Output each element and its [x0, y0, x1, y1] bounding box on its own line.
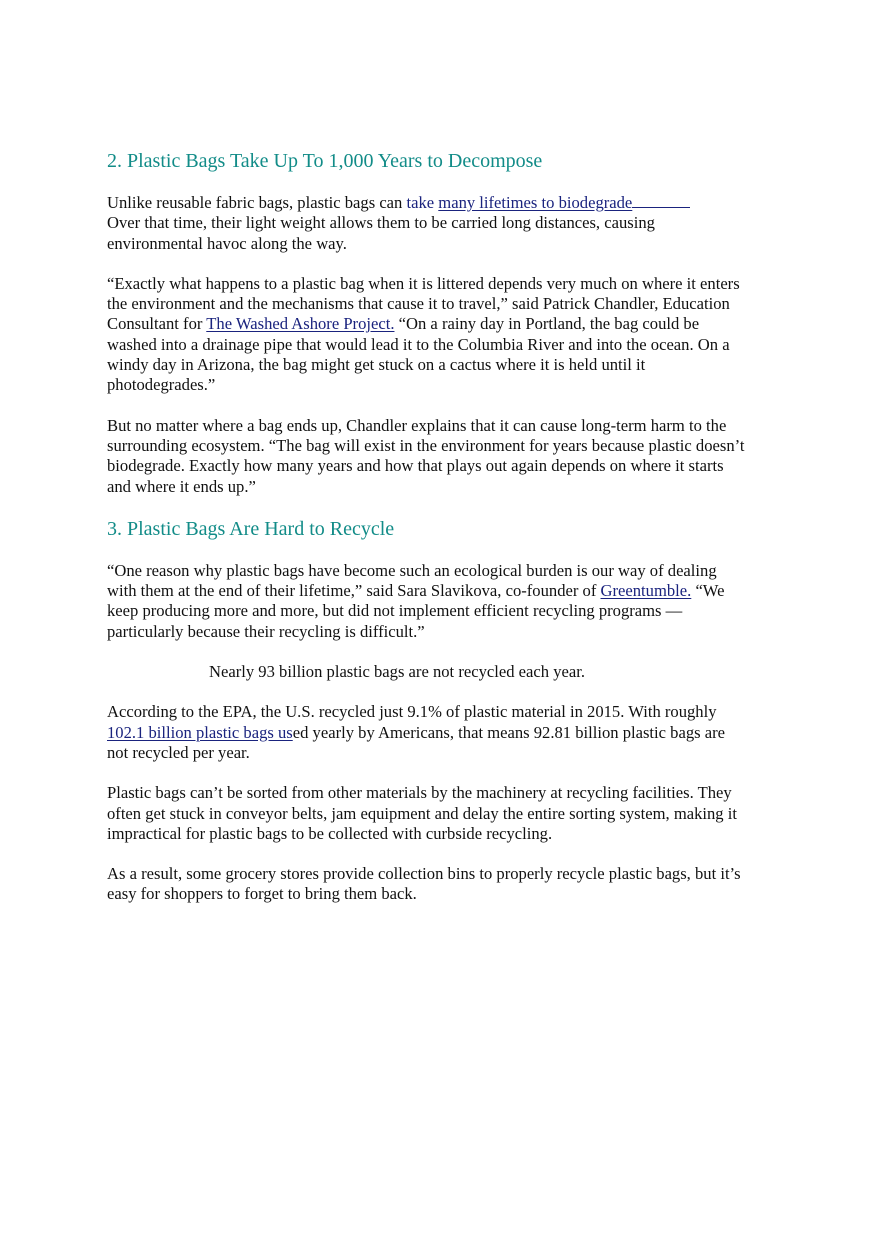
paragraph-sorting-machinery: Plastic bags can’t be sorted from other materials by the machinery at recycling facilities. They often get stuck in conveyor belts, jam equipment and delay the entire sorting system, making it impractical for plastic bags to be collected with curbside recycling. [107, 783, 737, 843]
section-heading-decompose: 2. Plastic Bags Take Up To 1,000 Years to Decompose [107, 150, 543, 172]
paragraph-collection-bins: As a result, some grocery stores provide collection bins to properly recycle plastic bags, but it’s easy for shoppers to forget to bring them back. [107, 864, 741, 904]
paragraph-text: Unlike reusable fabric bags, plastic bags can [107, 193, 407, 212]
paragraph-chandler-quote [107, 274, 747, 396]
pull-quote: Nearly 93 billion plastic bags are not recycled each year. [209, 662, 585, 682]
paragraph-text: “On a rainy day in Portland, the bag could be washed into a drainage pipe that would lead it to the Columbia River and into the ocean. On a windy day in Arizona, the bag might get stuck on a cactus where it is held until it photodegrades.” [107, 314, 730, 395]
link-washed-ashore-project[interactable]: The Washed Ashore Project. [206, 314, 395, 334]
link-102-billion-bags[interactable]: 102.1 billion plastic bags us [107, 722, 293, 742]
paragraph-slavikova-quote [107, 561, 747, 642]
paragraph-text: ed yearly by Americans, that means 92.81 billion plastic bags are not recycled per year. [107, 722, 725, 762]
paragraph-text: Over that time, their light weight allows them to be carried long distances, causing environmental havoc along the way. [107, 213, 655, 253]
link-many-lifetimes[interactable]: many lifetimes to biodegrade [438, 193, 633, 212]
paragraph-text: “Exactly what happens to a plastic bag when it is littered depends very much on where it enters the environment and the mechanisms that cause it to travel,” said Patrick Chandler, Education Consultant for [107, 273, 740, 334]
link-underline-trail [632, 206, 690, 208]
article-body [107, 148, 747, 905]
paragraph-text-blue: take [406, 193, 439, 212]
link-greentumble[interactable]: Greentumble. [600, 581, 692, 601]
paragraph-lifetimes [107, 193, 747, 254]
paragraph-text: “One reason why plastic bags have become such an ecological burden is our way of dealing with them at the end of their lifetime,” said Sara Slavikova, co-founder of [107, 560, 717, 601]
section-heading-recycle: 3. Plastic Bags Are Hard to Recycle [107, 517, 395, 540]
paragraph-text: “We keep producing more and more, but did not implement efficient recycling programs — particularly because their recycling is difficult.” [107, 581, 725, 641]
paragraph-long-term-harm: But no matter where a bag ends up, Chandler explains that it can cause long-term harm to the surrounding ecosystem. “The bag will exist in the environment for years because plastic doesn’t biodegrade. Exactly how many years and how that plays out again depends on where it starts and where it ends up.” [107, 415, 745, 496]
paragraph-epa-stats [107, 702, 747, 763]
paragraph-text: According to the EPA, the U.S. recycled just 9.1% of plastic material in 2015. With roughly [107, 702, 717, 722]
